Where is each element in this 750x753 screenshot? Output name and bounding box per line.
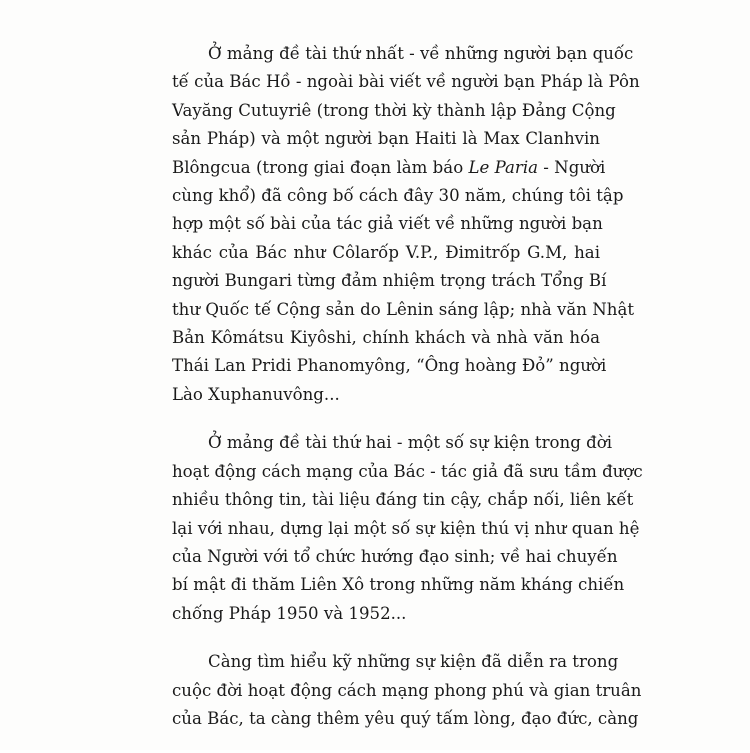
italic-title: Le Paria [468,157,539,177]
text-line: tế của Bác Hồ - ngoài bài viết về người bạn Pháp là Pôn [172,72,640,92]
text-line: Lào Xuphanuvông... [172,384,340,404]
text-line: Thái Lan Pridi Phanomyông, “Ông hoàng Đỏ” người [172,356,607,376]
paragraph-1 [172,40,640,409]
text-segment: Blôngcua (trong giai đoạn làm báo [172,157,469,177]
text-line: lại với nhau, dựng lại một số sự kiện thú vị như quan hệ [172,518,640,538]
text-line: khác của Bác như Côlarốp V.P., Đimitrốp G.M, hai [172,242,600,262]
text-line: cùng khổ) đã công bố cách đây 30 năm, chúng tôi tập [172,186,624,206]
body-text [172,40,643,753]
paragraph-2 [172,429,643,628]
text-line: hợp một số bài của tác giả viết về những người bạn [172,214,603,234]
text-line: cuộc đời hoạt động cách mạng phong phú và gian truân [172,680,642,700]
text-line: Ở mảng đề tài thứ hai - một số sự kiện trong đời [208,433,613,453]
text-line: hoạt động cách mạng của Bác - tác giả đã sưu tầm được [172,461,643,481]
text-line: sản Pháp) và một người bạn Haiti là Max Clanhvin [172,129,600,149]
text-line [172,154,606,182]
text-line: của Người với tổ chức hướng đạo sinh; về hai chuyến [172,546,618,566]
text-segment: - Người [538,157,606,177]
text-line: bí mật đi thăm Liên Xô trong những năm kháng chiến [172,575,625,595]
text-line: người Bungari từng đảm nhiệm trọng trách Tổng Bí [172,271,607,291]
text-line: chống Pháp 1950 và 1952... [172,603,407,623]
text-line: nhiều thông tin, tài liệu đáng tin cậy, chắp nối, liên kết [172,490,634,510]
text-line: Càng tìm hiểu kỹ những sự kiện đã diễn ra trong [208,652,619,672]
paragraph-3 [172,648,642,733]
text-line: Bản Kômátsu Kiyôshi, chính khách và nhà văn hóa [172,328,600,348]
text-line: thư Quốc tế Cộng sản do Lênin sáng lập; nhà văn Nhật [172,299,635,319]
text-line: Vayăng Cutuyriê (trong thời kỳ thành lập Đảng Cộng [172,100,616,120]
text-line: Ở mảng đề tài thứ nhất - về những người bạn quốc [208,44,634,63]
text-line: của Bác, ta càng thêm yêu quý tấm lòng, đạo đức, càng [172,708,639,728]
